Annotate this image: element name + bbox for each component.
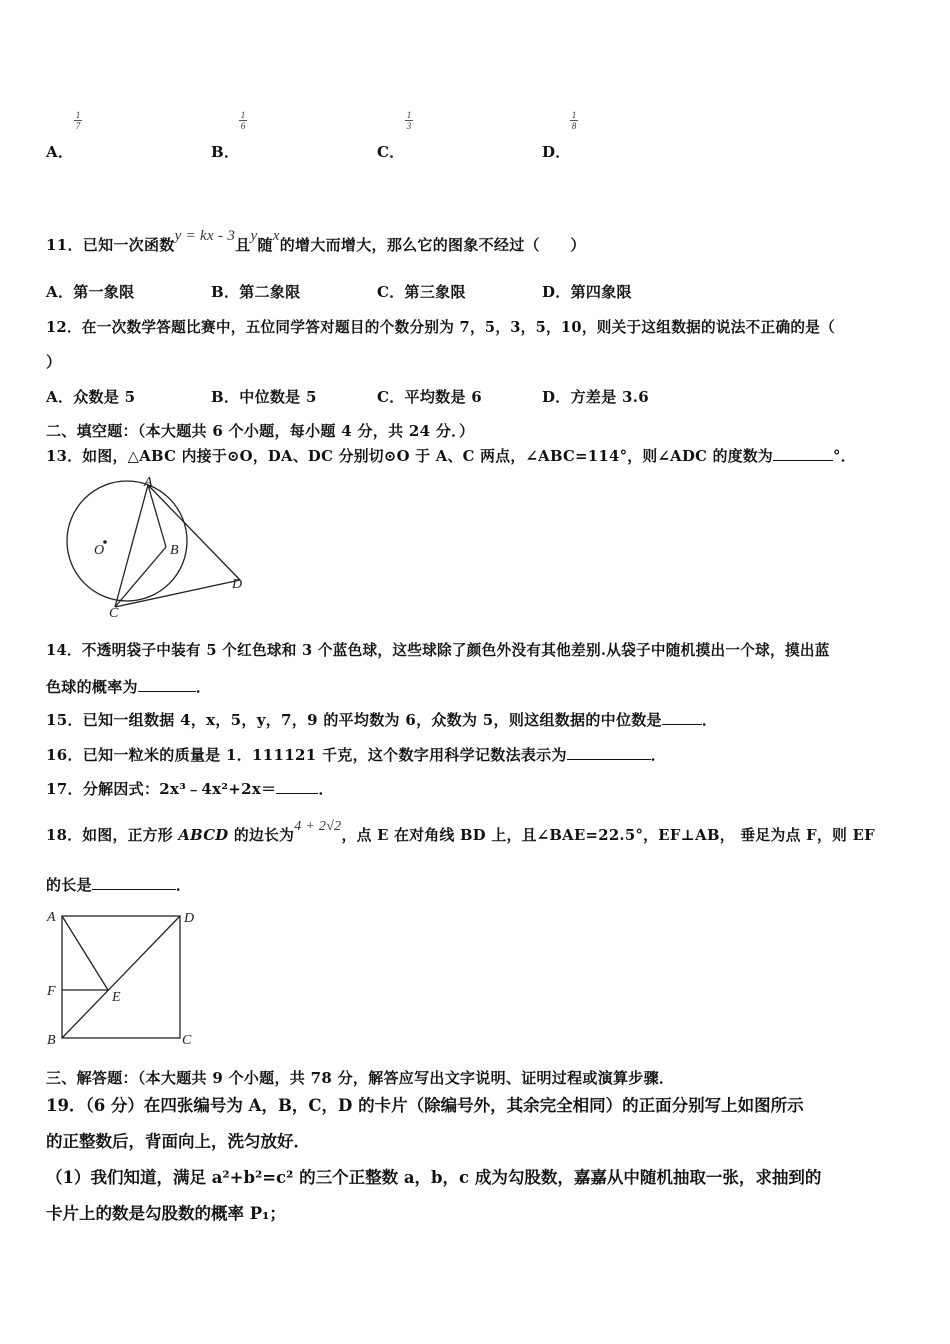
fraction-numerator: 1 (406, 110, 412, 120)
section-2-heading: 二、填空题：（本大题共 6 个小题，每小题 4 分，共 24 分．） (46, 422, 475, 440)
q14-text: 色球的概率为 (46, 678, 138, 696)
chord-ac (115, 485, 148, 607)
q12-option-c: C．平均数是 6 (377, 388, 482, 406)
label-f: F (47, 984, 56, 999)
q11-option-b: B．第二象限 (211, 283, 301, 301)
q18-mid: 的边长为 (228, 827, 295, 844)
circle-o (67, 481, 187, 601)
q10-option-d-fraction (569, 110, 579, 131)
label-d: D (184, 911, 195, 926)
q12-option-a: A．众数是 5 (46, 388, 136, 406)
q10-option-b-fraction (238, 110, 248, 131)
answer-blank (773, 448, 833, 461)
label-a: A (47, 910, 56, 925)
q13-text: 13．如图，△ABC 内接于⊙O，DA、DC 分别切⊙O 于 A、C 两点，∠ABC=114°，则∠ADC 的度数为 (46, 448, 774, 465)
q10-option-c-label: C． (377, 143, 405, 161)
label-c: C (109, 606, 119, 620)
answer-blank (662, 712, 702, 725)
question-18-line2 (46, 874, 191, 895)
q11-prefix: 11．已知一次函数 (46, 236, 175, 254)
q16-text: 16．已知一粒米的质量是 1．111121 千克，这个数字用科学记数法表示为 (46, 746, 567, 764)
question-15 (46, 709, 717, 730)
fraction-numerator: 1 (75, 110, 81, 120)
fraction-numerator: 1 (571, 110, 577, 120)
q15-end: ． (701, 711, 718, 729)
q17-end: ． (318, 780, 334, 798)
label-a: A (144, 475, 153, 490)
question-12-line2: ） (46, 353, 62, 371)
q11-with: 随 (257, 236, 273, 254)
q10-option-a-fraction (73, 110, 83, 131)
q18-rest: ，点 E 在对角线 BD 上，且∠BAE=22.5°，EF⊥AB， 垂足为点 F，则 EF (341, 827, 875, 844)
fraction-denominator: 6 (240, 121, 246, 131)
fraction-denominator: 8 (571, 121, 577, 131)
question-19-line2: 的正整数后，背面向上，洗匀放好． (46, 1132, 310, 1151)
q10-option-c-fraction (404, 110, 414, 131)
q16-end: ． (650, 746, 667, 764)
q14-end: ． (195, 678, 212, 696)
q11-option-a: A．第一象限 (46, 283, 135, 301)
question-11 (46, 228, 586, 255)
question-13 (46, 445, 856, 466)
question-16 (46, 744, 666, 765)
label-b: B (47, 1033, 56, 1048)
q11-suffix: 的增大而增大，那么它的图象不经过（ ） (279, 236, 586, 254)
q11-option-d: D．第四象限 (542, 283, 632, 301)
q12-option-d: D．方差是 3.6 (542, 388, 650, 406)
label-e: E (112, 990, 121, 1005)
q11-var-y: y (250, 228, 258, 244)
question-14-line1: 14．不透明袋子中装有 5 个红色球和 3 个蓝色球，这些球除了颜色外没有其他差别.从袋子中随机摸出一个球，摸出蓝 (46, 642, 830, 659)
q15-text: 15．已知一组数据 4，x，5，y，7，9 的平均数为 6，众数为 5，则这组数据的中位数是 (46, 711, 662, 729)
segment-ae (62, 916, 108, 990)
q11-option-c: C．第三象限 (377, 283, 466, 301)
diagonal-bd (62, 916, 180, 1038)
answer-blank (92, 877, 176, 890)
q10-option-a-label: A． (46, 143, 74, 161)
question-17 (46, 778, 334, 799)
q18-figure (42, 904, 202, 1050)
q13-end: °． (833, 448, 856, 465)
q17-text: 17．分解因式：2x³﹣4x²+2x＝ (46, 780, 277, 798)
question-19-line4: 卡片上的数是勾股数的概率 P₁； (46, 1204, 286, 1223)
q13-figure (40, 474, 250, 620)
q11-formula: y = kx - 3 (174, 228, 236, 244)
question-18-line1 (46, 819, 875, 845)
fraction-denominator: 3 (406, 121, 412, 131)
q18-prefix: 18．如图，正方形 (46, 827, 179, 844)
q18-line2-text: 的长是 (46, 876, 92, 894)
q18-formula: 4 + 2√2 (294, 819, 342, 834)
answer-blank (567, 747, 651, 760)
question-19-line3: （1）我们知道，满足 a²+b²=c² 的三个正整数 a，b，c 成为勾股数，嘉嘉从中随机抽取一张，求抽到的 (46, 1168, 822, 1187)
question-12-line1: 12．在一次数学答题比赛中，五位同学答对题目的个数分别为 7，5，3，5，10，则关于这组数据的说法不正确的是（ (46, 319, 836, 336)
q11-and: 且 (235, 236, 251, 254)
fraction-denominator: 7 (75, 121, 81, 131)
q18-end: ． (175, 876, 192, 894)
fraction-numerator: 1 (240, 110, 246, 120)
q11-var-x: x (272, 228, 280, 244)
label-b: B (170, 543, 179, 558)
q10-option-d-label: D． (542, 143, 571, 161)
q10-option-b-label: B． (211, 143, 240, 161)
label-c: C (182, 1033, 192, 1048)
answer-blank (276, 781, 318, 794)
section-3-heading: 三、解答题：（本大题共 9 个小题，共 78 分，解答应写出文字说明、证明过程或演算步骤． (46, 1069, 675, 1087)
question-14-line2 (46, 676, 211, 697)
q18-square-name: ABCD (178, 827, 229, 844)
question-19-line1: 19．（6 分）在四张编号为 A，B，C，D 的卡片（除编号外，其余完全相同）的正面分别写上如图所示 (46, 1096, 804, 1115)
answer-blank (138, 679, 196, 692)
label-o: O (94, 543, 105, 558)
q12-option-b: B．中位数是 5 (211, 388, 317, 406)
label-d: D (232, 577, 243, 592)
